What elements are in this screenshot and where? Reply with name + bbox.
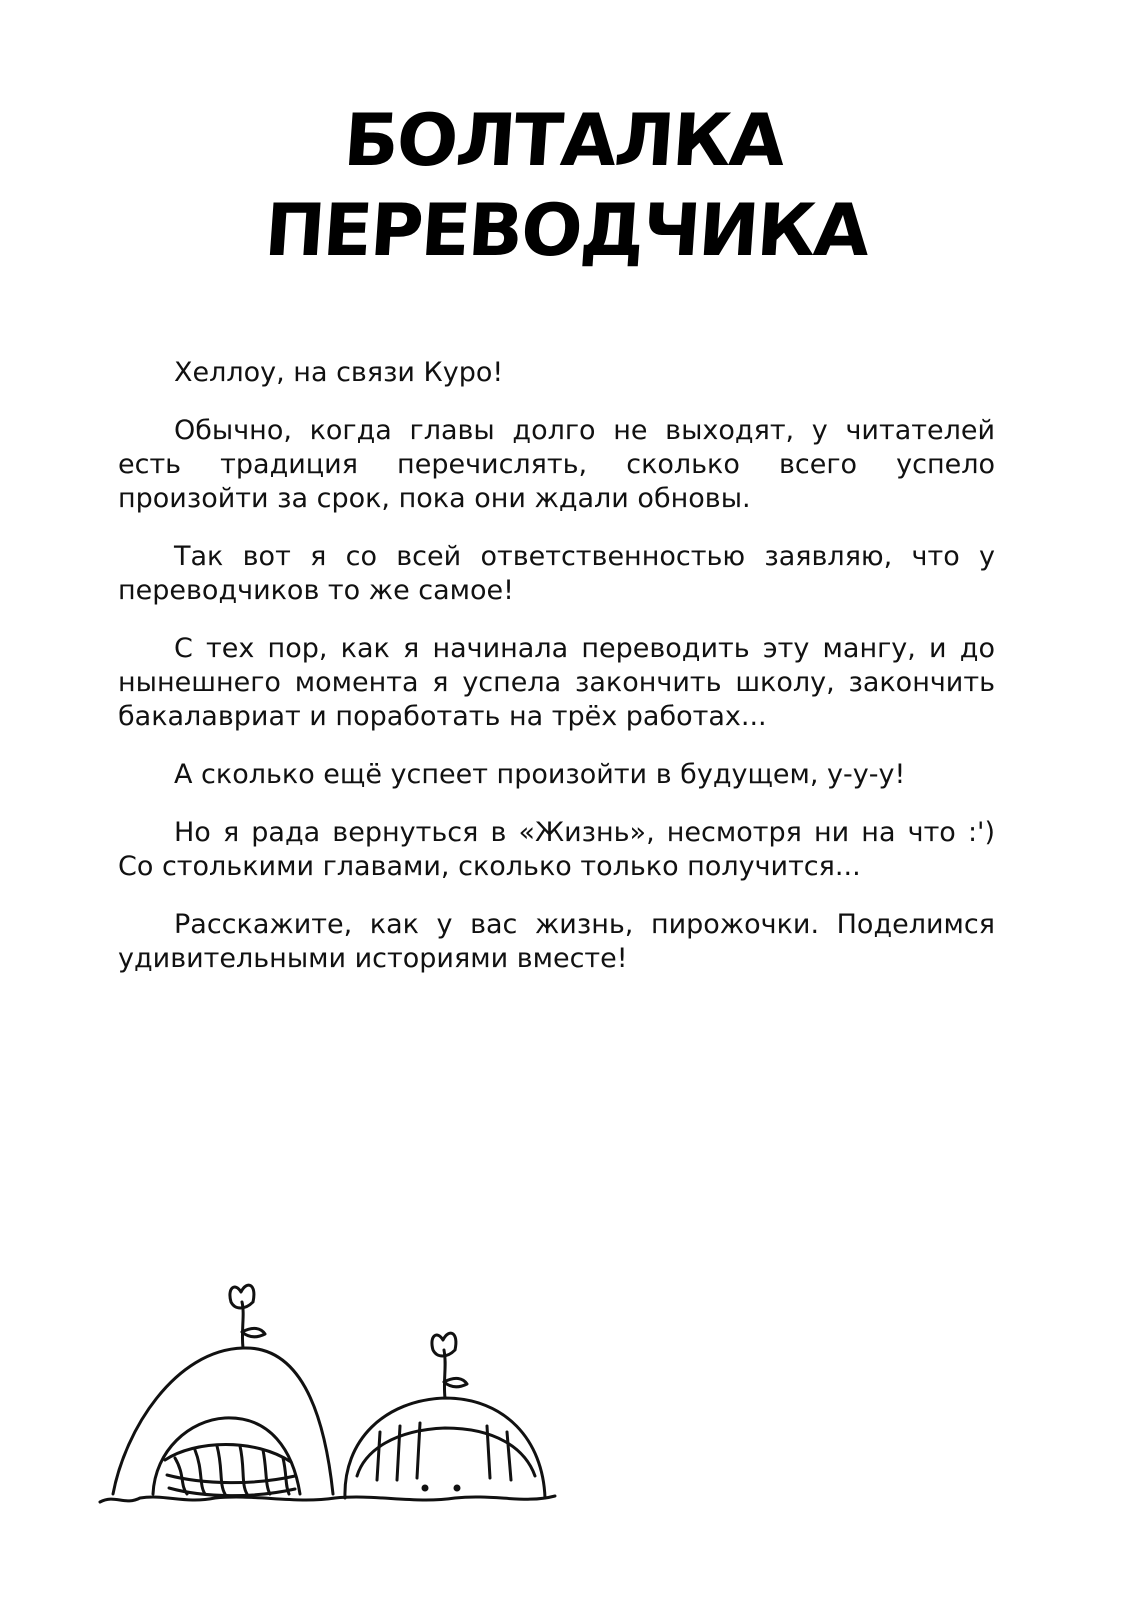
- paragraph-greeting: Хеллоу, на связи Куро!: [174, 357, 504, 388]
- paragraph-return: Но я рада вернуться в «Жизнь», несмотря ни на что :') Со столькими главами, сколько только получится...: [118, 817, 995, 882]
- paragraph-future: А сколько ещё успеет произойти в будущем, у-у-у!: [174, 759, 906, 790]
- translator-note-body: [118, 356, 995, 1000]
- paragraph-tradition: Обычно, когда главы долго не выходят, у читателей есть традиция перечислять, сколько всего успело произойти за срок, пока они ждали обновы.: [118, 415, 995, 514]
- page-title: [0, 95, 1131, 275]
- paragraph-since-start: С тех пор, как я начинала переводить эту мангу, и до нынешнего момента я успела закончить школу, закончить бакалавриат и поработать на трёх работах...: [118, 633, 995, 732]
- two-characters-doodle-icon: [95, 1280, 575, 1530]
- paragraph-invitation: Расскажите, как у вас жизнь, пирожочки. Поделимся удивительными историями вместе!: [118, 909, 995, 974]
- title-line-1: БОЛТАЛКА: [341, 98, 787, 182]
- paragraph-declaration: Так вот я со всей ответственностью заявляю, что у переводчиков то же самое!: [118, 541, 995, 606]
- title-line-2: ПЕРЕВОДЧИКА: [262, 188, 871, 272]
